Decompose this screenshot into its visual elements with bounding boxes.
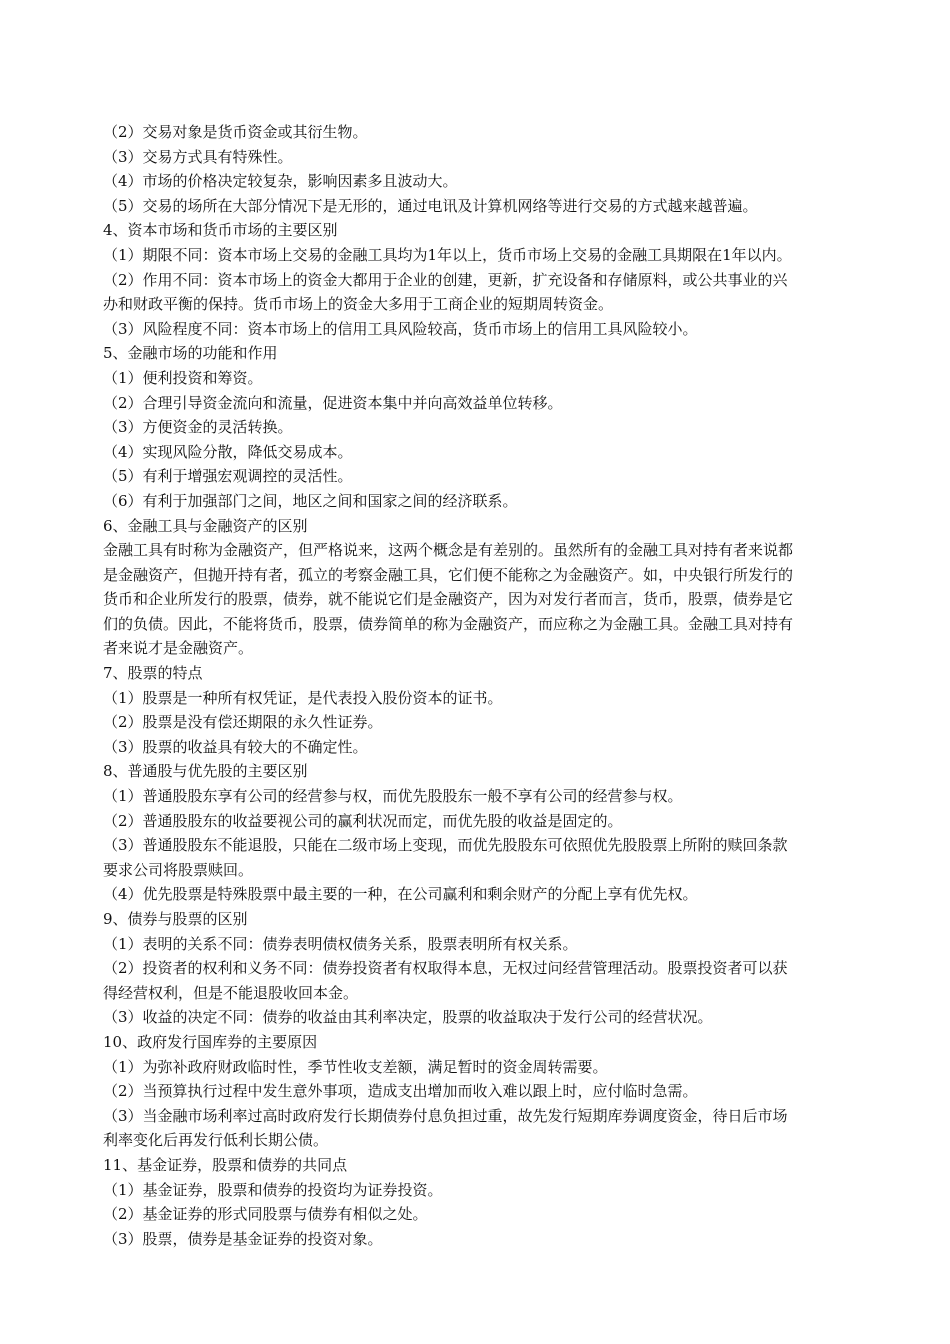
- text-line: 是金融资产，但抛开持有者，孤立的考察金融工具，它们便不能称之为金融资产。如，中央银行所发行的: [103, 565, 794, 584]
- text-line: （3）普通股股东不能退股，只能在二级市场上变现，而优先股股东可依照优先股股票上所附的赎回条款: [103, 836, 788, 855]
- text-line: 办和财政平衡的保持。货币市场上的资金大多用于工商企业的短期周转资金。: [103, 295, 614, 314]
- text-line: （1）为弥补政府财政临时性，季节性收支差额，满足暂时的资金周转需要。: [103, 1057, 608, 1076]
- text-line: （3）交易方式具有特殊性。: [103, 147, 293, 166]
- text-line: （3）股票的收益具有较大的不确定性。: [103, 737, 368, 756]
- text-line: （2）交易对象是货币资金或其衍生物。: [103, 123, 368, 141]
- text-line: （2）作用不同：资本市场上的资金大都用于企业的创建，更新，扩充设备和存储原料，或公共事业的兴: [103, 270, 788, 289]
- text-line: 要求公司将股票赎回。: [103, 860, 254, 879]
- text-line: （1）基金证券，股票和债券的投资均为证券投资。: [103, 1180, 443, 1199]
- text-line: （3）股票，债券是基金证券的投资对象。: [103, 1229, 383, 1248]
- text-line: （2）当预算执行过程中发生意外事项，造成支出增加而收入难以跟上时，应付临时急需。: [103, 1082, 698, 1101]
- text-line: （1）期限不同：资本市场上交易的金融工具均为1年以上，货币市场上交易的金融工具期限在1年以内。: [103, 245, 792, 264]
- text-line: （1）表明的关系不同：债券表明债权债务关系，股票表明所有权关系。: [103, 934, 578, 953]
- section-heading: 11、基金证券，股票和债券的共同点: [103, 1155, 348, 1174]
- section-heading: 6、金融工具与金融资产的区别: [103, 516, 308, 535]
- text-line: （5）有利于增强宏观调控的灵活性。: [103, 467, 353, 486]
- text-line: 者来说才是金融资产。: [103, 639, 254, 658]
- section-heading: 7、股票的特点: [103, 664, 203, 683]
- section-heading: 10、政府发行国库券的主要原因: [103, 1032, 318, 1051]
- text-line: 货币和企业所发行的股票，债券，就不能说它们是金融资产，因为对发行者而言，货币，股票，债券是它: [103, 590, 794, 609]
- text-line: （2）基金证券的形式同股票与债券有相似之处。: [103, 1205, 428, 1224]
- text-line: （4）优先股票是特殊股票中最主要的一种，在公司赢利和剩余财产的分配上享有优先权。: [103, 885, 698, 904]
- text-line: （4）市场的价格决定较复杂，影响因素多且波动大。: [103, 172, 458, 191]
- text-line: （1）股票是一种所有权凭证，是代表投入股份资本的证书。: [103, 688, 503, 707]
- text-line: （3）当金融市场利率过高时政府发行长期债券付息负担过重，故先发行短期库券调度资金，待日后市场: [103, 1106, 788, 1125]
- section-heading: 5、金融市场的功能和作用: [103, 344, 278, 363]
- document-body: [103, 120, 863, 1251]
- text-line: （2）股票是没有偿还期限的永久性证券。: [103, 713, 383, 732]
- text-line: （2）普通股股东的收益要视公司的赢利状况而定，而优先股的收益是固定的。: [103, 811, 623, 830]
- text-line: （4）实现风险分散，降低交易成本。: [103, 442, 353, 461]
- text-line: （1）普通股股东享有公司的经营参与权，而优先股股东一般不享有公司的经营参与权。: [103, 787, 683, 806]
- text-line: （1）便利投资和筹资。: [103, 368, 263, 387]
- text-line: 利率变化后再发行低利长期公债。: [103, 1131, 329, 1150]
- text-line: （3）收益的决定不同：债券的收益由其利率决定，股票的收益取决于发行公司的经营状况。: [103, 1008, 713, 1027]
- text-line: 得经营权利，但是不能退股收回本金。: [103, 983, 359, 1002]
- text-line: （2）投资者的权利和义务不同：债券投资者有权取得本息，无权过问经营管理活动。股票投资者可以获: [103, 959, 788, 978]
- text-line: （5）交易的场所在大部分情况下是无形的，通过电讯及计算机网络等进行交易的方式越来越普遍。: [103, 196, 758, 215]
- text-line: （2）合理引导资金流向和流量，促进资本集中并向高效益单位转移。: [103, 393, 563, 412]
- text-line: （3）风险程度不同：资本市场上的信用工具风险较高，货币市场上的信用工具风险较小。: [103, 319, 698, 338]
- section-heading: 9、债券与股票的区别: [103, 910, 248, 928]
- text-line: 金融工具有时称为金融资产，但严格说来，这两个概念是有差别的。虽然所有的金融工具对持有者来说都: [103, 541, 794, 560]
- text-line: 们的负债。因此，不能将货币，股票，债券简单的称为金融资产，而应称之为金融工具。金融工具对持有: [103, 614, 794, 633]
- text-line: （6）有利于加强部门之间，地区之间和国家之间的经济联系。: [103, 491, 518, 510]
- text-line: （3）方便资金的灵活转换。: [103, 418, 293, 437]
- section-heading: 4、资本市场和货币市场的主要区别: [103, 221, 338, 240]
- section-heading: 8、普通股与优先股的主要区别: [103, 762, 308, 781]
